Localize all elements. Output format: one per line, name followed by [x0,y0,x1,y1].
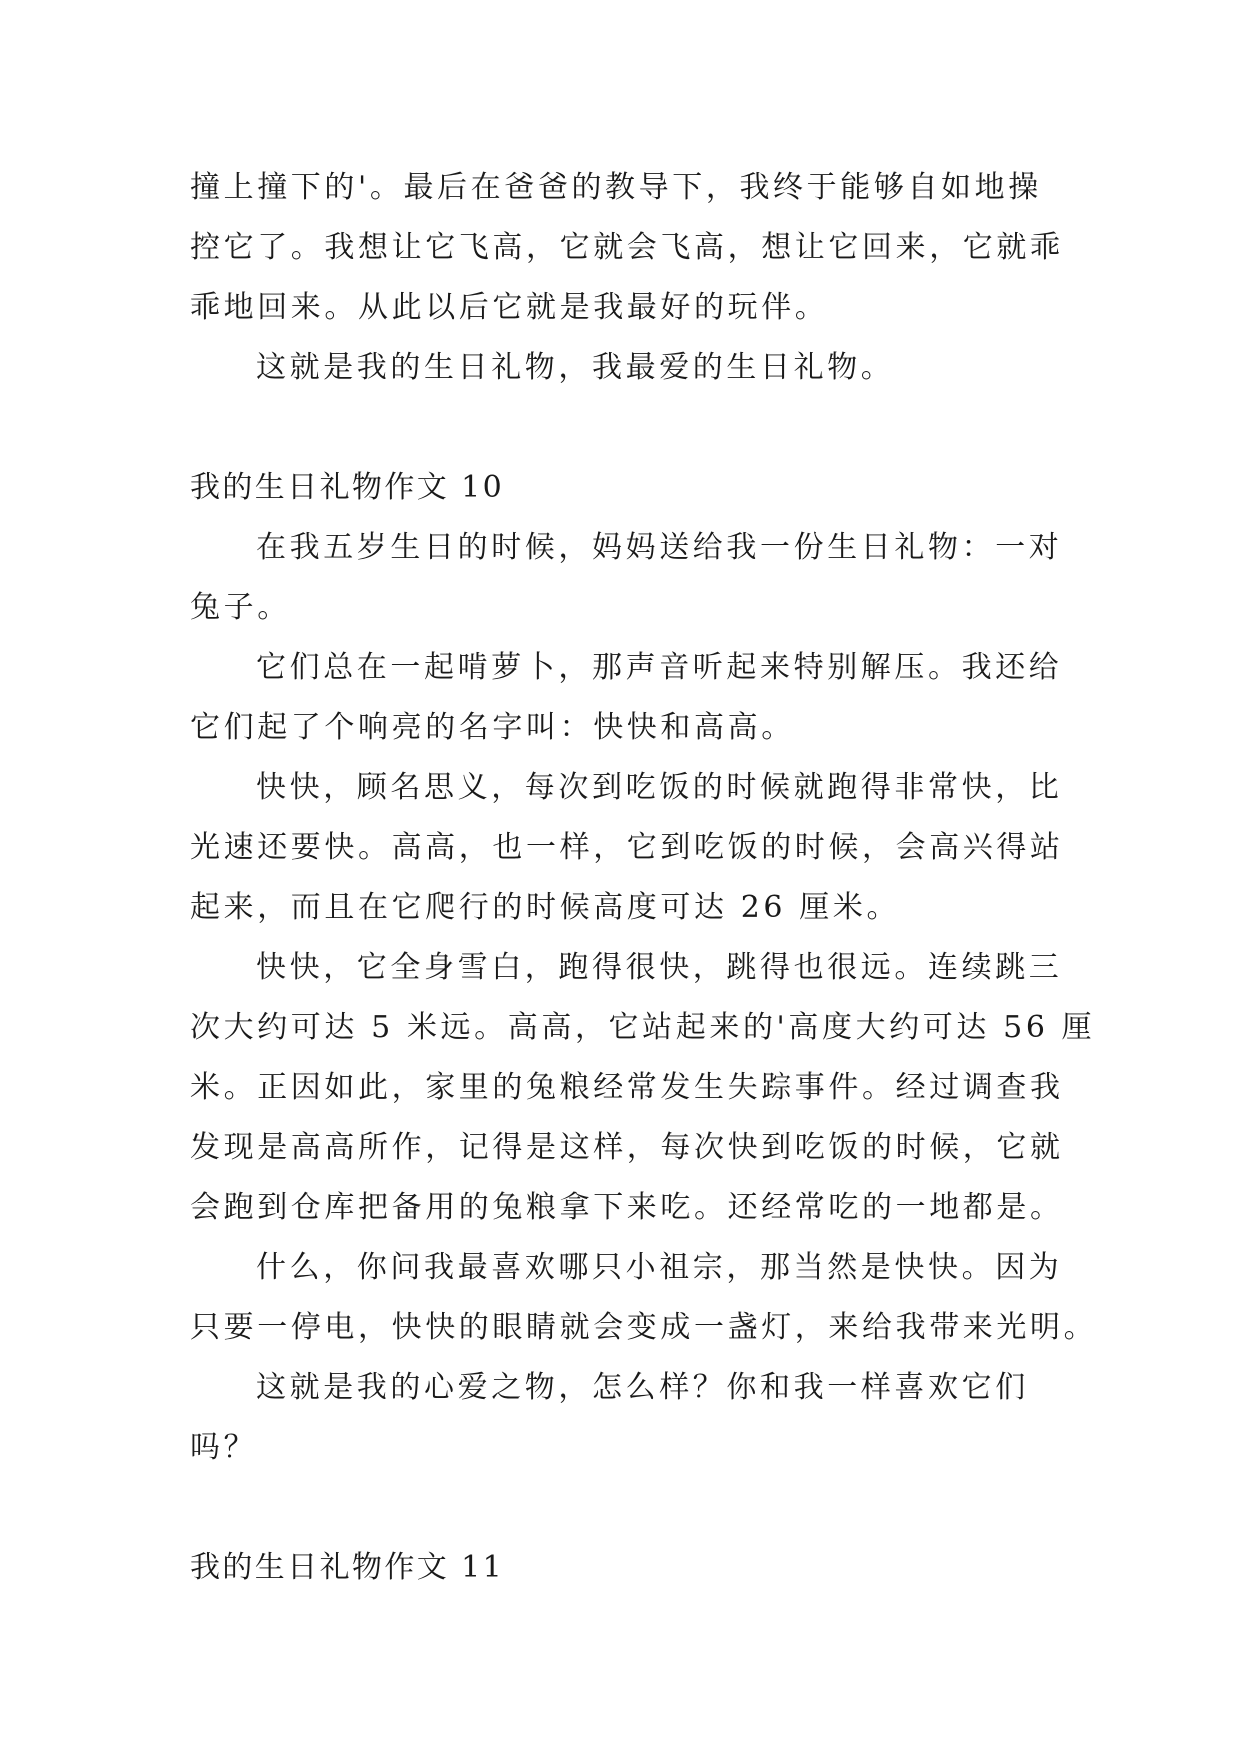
text-line: 撞上撞下的'。最后在爸爸的教导下，我终于能够自如地操 [190,170,1042,205]
text-line: 会跑到仓库把备用的兔粮拿下来吃。还经常吃的一地都是。 [190,1190,1064,1225]
text-line: 快快，顾名思义，每次到吃饭的时候就跑得非常快，比 [256,770,1063,805]
text-line: 快快，它全身雪白，跑得很快，跳得也很远。连续跳三 [256,950,1063,985]
text-line: 什么，你问我最喜欢哪只小祖宗，那当然是快快。因为 [256,1250,1063,1285]
text-line: 控它了。我想让它飞高，它就会飞高，想让它回来，它就乖 [190,230,1064,265]
text-line: 它们起了个响亮的名字叫：快快和高高。 [190,710,795,745]
text-line: 这就是我的心爱之物，怎么样？你和我一样喜欢它们 [256,1370,1029,1405]
text-line: 次大约可达 5 米远。高高，它站起来的'高度大约可达 56 厘 [190,1010,1096,1045]
text-line: 光速还要快。高高，也一样，它到吃饭的时候，会高兴得站 [190,830,1064,865]
text-line: 乖地回来。从此以后它就是我最好的玩伴。 [190,290,829,325]
text-line: 发现是高高所作，记得是这样，每次快到吃饭的时候，它就 [190,1130,1064,1165]
text-line: 在我五岁生日的时候，妈妈送给我一份生日礼物：一对 [256,530,1063,565]
text-line: 米。正因如此，家里的兔粮经常发生失踪事件。经过调查我 [190,1070,1064,1105]
section-heading: 我的生日礼物作文 10 [190,470,505,505]
section-heading: 我的生日礼物作文 11 [190,1550,505,1585]
text-line: 这就是我的生日礼物，我最爱的生日礼物。 [256,350,895,385]
text-line: 它们总在一起啃萝卜，那声音听起来特别解压。我还给 [256,650,1063,685]
text-line: 兔子。 [190,590,291,625]
text-line: 起来，而且在它爬行的时候高度可达 26 厘米。 [190,890,901,925]
text-line: 只要一停电，快快的眼睛就会变成一盏灯，来给我带来光明。 [190,1310,1098,1345]
text-line: 吗？ [190,1430,258,1465]
